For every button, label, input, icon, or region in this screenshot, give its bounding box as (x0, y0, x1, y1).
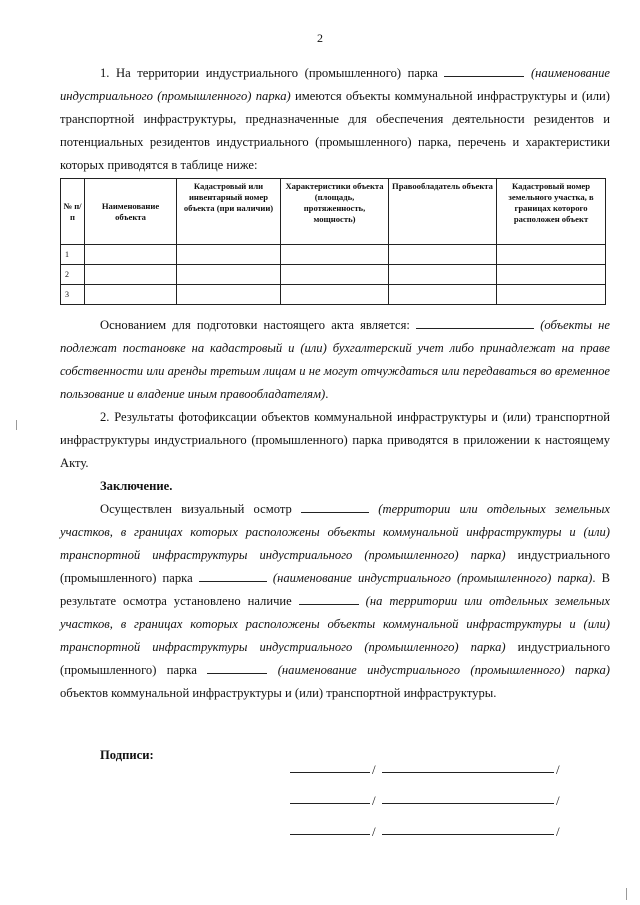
scan-margin-mark (626, 888, 627, 900)
header-number: № п/п (61, 179, 85, 245)
blank-park-name (444, 63, 524, 77)
header-object-name: Наименование объекта (85, 179, 177, 245)
header-characteristics: Характеристики объекта (площадь, протяженность, мощность) (281, 179, 389, 245)
paragraph-2: 2. Результаты фотофиксации объектов коммунальной инфраструктуры и (или) транспортной инфраструктуры индустриального (промышленного) парка приводятся в приложении к настоящему Акту. (60, 410, 610, 470)
header-cadastral-number: Кадастровый или инвентарный номер объекта (при наличии) (177, 179, 281, 245)
blank-inspection-territory (301, 499, 369, 513)
paragraph-1: 1. На территории индустриального (промышленного) парка (наименование индустриального (промышленного) парка) имеются объекты коммунальной инфраструктуры и (или) транспортной инфраструктуры, предназначенные для обеспечения деятельности резидентов и потенциальных резидентов индустриального (промышленного) парка, перечень и характеристики которых приводятся в таблице ниже: (60, 62, 610, 177)
table-row (61, 265, 606, 285)
header-land-plot: Кадастровый номер земельного участка, в границах которого расположен объект (497, 179, 606, 245)
signatures-title: Подписи: (100, 748, 154, 762)
objects-table (60, 178, 606, 305)
blank-park-name-2 (199, 568, 267, 582)
conclusion-heading: Заключение. (100, 479, 173, 493)
basis-paragraph: Основанием для подготовки настоящего акта является: (объекты не подлежат постановке на кадастровый и (или) бухгалтерский учет либо принадлежат на праве собственности или аренды третьим лицам и не могут отчуждаться или передаваться во временное пользование и владение иным правообладателям). (60, 314, 610, 406)
table-header-row (61, 179, 606, 245)
conclusion-paragraph: Осуществлен визуальный осмотр (территории или отдельных земельных участков, в границах которых расположены объекты коммунальной инфраструктуры и (или) транспортной инфраструктуры индустриального (промышленного) парка) индустриального (промышленного) парка (наименование индустриального (промышленного) парка). В результате осмотра установлено наличие (на территории или отдельных земельных участков, в границах которых расположены объекты коммунальной инфраструктуры и (или) транспортной инфраструктуры индустриального (промышленного) парка) индустриального (промышленного) парка (наименование индустриального (промышленного) парка) объектов коммунальной инфраструктуры и (или) транспортной инфраструктуры. (60, 498, 610, 705)
header-owner: Правообладатель объекта (389, 179, 497, 245)
page-number: 2 (317, 31, 323, 45)
signature-blank (290, 834, 370, 835)
blank-basis (416, 315, 534, 329)
name-blank (382, 772, 554, 773)
name-blank (382, 834, 554, 835)
signature-blank (290, 772, 370, 773)
row-number: 1 (61, 245, 85, 265)
blank-presence (299, 591, 359, 605)
document-page: 2 1. На территории индустриального (промышленного) парка (наименование индустриального (промышленного) парка) имеются объекты коммунальной инфраструктуры и (или) транспортной инфраструктуры, предназначенные для обеспечения деятельности резидентов и потенциальных резидентов индустриального (промышленного) парка, перечень и характеристики которых приводятся в таблице ниже: № п/п Наименование объекта Кадастровый или инвентарный номер объекта (при наличии) Характеристики объекта (площадь, протяженность, мощность) Правообладатель объекта Кадастровый номер земельного участка, в границах которого расположен объект 1 2 3 Основанием для подготовки настоящего акта является: (объекты не подлежат постановке на кадастровый и (или) бухгалтерский учет либо принадлежат на праве собственности или аренды третьим лицам и не могут отчуждаться или передаваться во временное пользование и владение иным правообладателям). 2. Результаты фотофиксации объектов коммунальной инфраструктуры и (или) транспортной инфраструктуры индустриального (промышленного) парка приводятся в приложении к настоящему Акту. Заключение. Осуществлен визуальный осмотр (территории или отдельных земельных участков, в границах которых расположены объекты коммунальной инфраструктуры и (или) транспортной инфраструктуры индустриального (промышленного) парка) индустриального (промышленного) парка (наименование индустриального (промышленного) парка). В результате осмотра установлено наличие (на территории или отдельных земельных участков, в границах которых расположены объекты коммунальной инфраструктуры и (или) транспортной инфраструктуры индустриального (промышленного) парка) индустриального (промышленного) парка (наименование индустриального (промышленного) парка) объектов коммунальной инфраструктуры и (или) транспортной инфраструктуры. Подписи: / / / / / / (0, 0, 640, 905)
blank-park-name-3 (207, 660, 267, 674)
row-number: 3 (61, 285, 85, 305)
table-row (61, 245, 606, 265)
table-row (61, 285, 606, 305)
row-number: 2 (61, 265, 85, 285)
scan-margin-mark (16, 420, 17, 430)
name-blank (382, 803, 554, 804)
signature-blank (290, 803, 370, 804)
